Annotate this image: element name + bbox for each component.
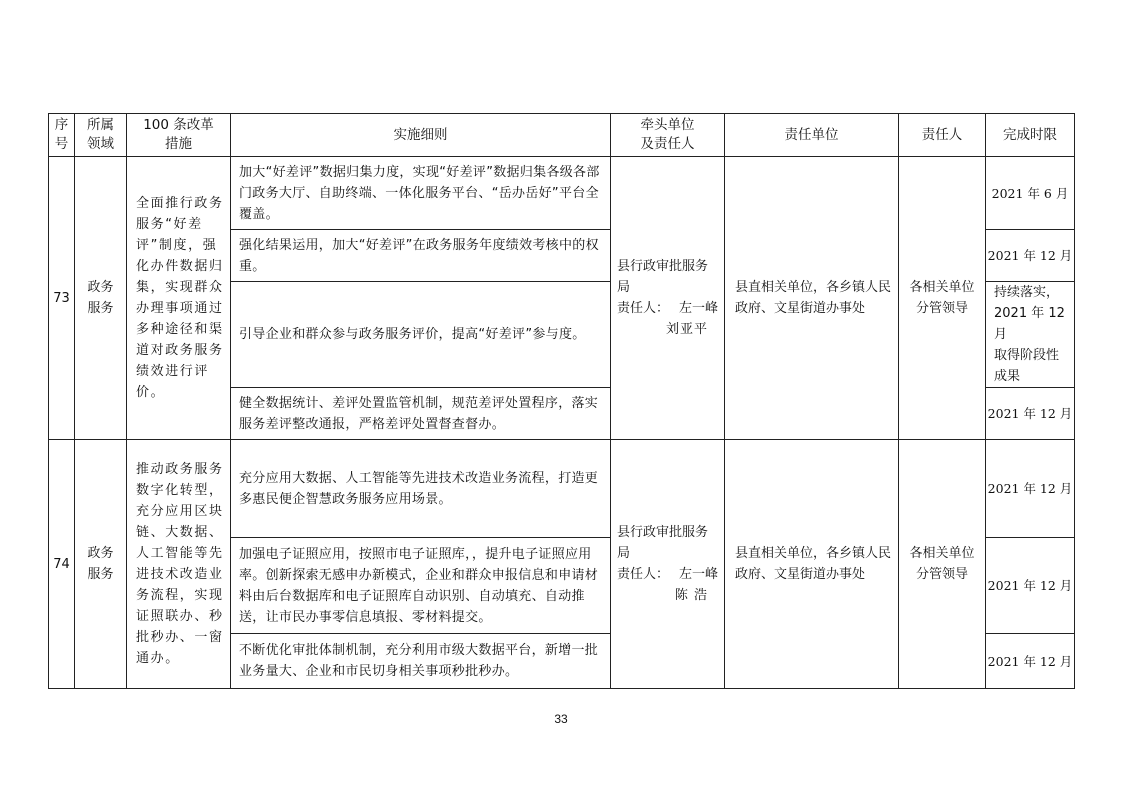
detail-cell: 不断优化审批体制机制，充分利用市级大数据平台，新增一批业务量大、企业和市民切身相关事项秒批秒办。 <box>231 634 611 689</box>
header-field-line1: 所属 <box>87 117 114 133</box>
field-cell <box>75 440 127 689</box>
deadline-line3: 取得阶段性 <box>994 348 1060 363</box>
header-field-line2: 领域 <box>87 136 114 152</box>
lead-person-1: 左一峰 <box>678 567 718 582</box>
lead-cell <box>611 440 725 689</box>
measure-cell: 推动政务服务数字化转型，充分应用区块链、大数据、人工智能等先进技术改造业务流程，实现证照联办、秒批秒办、一窗通办。 <box>127 440 231 689</box>
lead-person-1: 左一峰 <box>678 301 718 316</box>
header-lead <box>611 114 725 157</box>
deadline-cell: 2021 年 12 月 <box>986 634 1075 689</box>
header-measure <box>127 114 231 157</box>
lead-person-2: 陈 浩 <box>674 588 708 603</box>
detail-cell: 加大“好差评”数据归集力度，实现“好差评”数据归集各级各部门政务大厅、自助终端、一体化服务平台、“岳办岳好”平台全覆盖。 <box>231 157 611 230</box>
field-line2: 服务 <box>87 567 114 582</box>
resp-person-line1: 各相关单位 <box>909 546 975 561</box>
header-resp-person: 责任人 <box>899 114 986 157</box>
lead-unit: 县行政审批服务局 <box>617 259 709 295</box>
deadline-cell: 2021 年 6 月 <box>986 157 1075 230</box>
header-deadline: 完成时限 <box>986 114 1075 157</box>
header-seq-line1: 序 <box>54 117 69 133</box>
detail-cell: 引导企业和群众参与政务服务评价，提高“好差评”参与度。 <box>231 282 611 388</box>
field-line2: 服务 <box>87 301 114 316</box>
deadline-cell <box>986 282 1075 388</box>
lead-person-label: 责任人： <box>617 301 670 316</box>
resp-person-line2: 分管领导 <box>915 567 968 582</box>
header-resp-unit: 责任单位 <box>725 114 899 157</box>
field-line1: 政务 <box>87 280 114 295</box>
header-field <box>75 114 127 157</box>
lead-unit: 县行政审批服务局 <box>617 525 709 561</box>
page-number: 33 <box>554 712 568 726</box>
field-line1: 政务 <box>87 546 114 561</box>
table-row <box>49 157 1075 230</box>
header-lead-line2: 及责任人 <box>640 136 695 152</box>
seq-cell: 73 <box>49 157 75 440</box>
resp-unit-cell: 县直相关单位，各乡镇人民政府、文星街道办事处 <box>725 440 899 689</box>
header-measure-line1: 100 条改革 <box>143 117 214 133</box>
reform-measures-table <box>48 113 1075 689</box>
header-detail: 实施细则 <box>231 114 611 157</box>
deadline-cell: 2021 年 12 月 <box>986 538 1075 634</box>
deadline-line2: 2021 年 12 月 <box>994 306 1065 342</box>
lead-person-label: 责任人： <box>617 567 670 582</box>
deadline-cell: 2021 年 12 月 <box>986 230 1075 282</box>
resp-unit-cell: 县直相关单位，各乡镇人民政府、文星街道办事处 <box>725 157 899 440</box>
detail-cell: 加强电子证照应用，按照市电子证照库，，提升电子证照应用率。创新探索无感申办新模式，企业和群众申报信息和申请材料由后台数据库和电子证照库自动识别、自动填充、自动推送，让市民办事零信息填报、零材料提交。 <box>231 538 611 634</box>
lead-person-line <box>617 564 718 585</box>
header-seq-line2: 号 <box>54 136 69 152</box>
lead-person-line <box>617 298 718 319</box>
deadline-line4: 成果 <box>994 369 1021 384</box>
resp-person-line1: 各相关单位 <box>909 280 975 295</box>
detail-cell: 充分应用大数据、人工智能等先进技术改造业务流程，打造更多惠民便企智慧政务服务应用场景。 <box>231 440 611 538</box>
field-cell <box>75 157 127 440</box>
header-measure-line2: 措施 <box>165 136 192 152</box>
resp-person-line2: 分管领导 <box>915 301 968 316</box>
deadline-cell: 2021 年 12 月 <box>986 388 1075 440</box>
seq-cell: 74 <box>49 440 75 689</box>
header-row <box>49 114 1075 157</box>
detail-cell: 健全数据统计、差评处置监管机制，规范差评处置程序，落实服务差评整改通报，严格差评处置督查督办。 <box>231 388 611 440</box>
header-lead-line1: 牵头单位 <box>640 117 695 133</box>
deadline-cell: 2021 年 12 月 <box>986 440 1075 538</box>
resp-person-cell <box>899 157 986 440</box>
header-seq <box>49 114 75 157</box>
deadline-line1: 持续落实， <box>994 285 1060 300</box>
resp-person-cell <box>899 440 986 689</box>
table-row <box>49 440 1075 538</box>
lead-cell <box>611 157 725 440</box>
measure-cell: 全面推行政务服务“好差评”制度，强化办件数据归集，实现群众办理事项通过多种途径和渠道对政务服务绩效进行评价。 <box>127 157 231 440</box>
lead-person-2: 刘亚平 <box>665 322 708 337</box>
detail-cell: 强化结果运用，加大“好差评”在政务服务年度绩效考核中的权重。 <box>231 230 611 282</box>
